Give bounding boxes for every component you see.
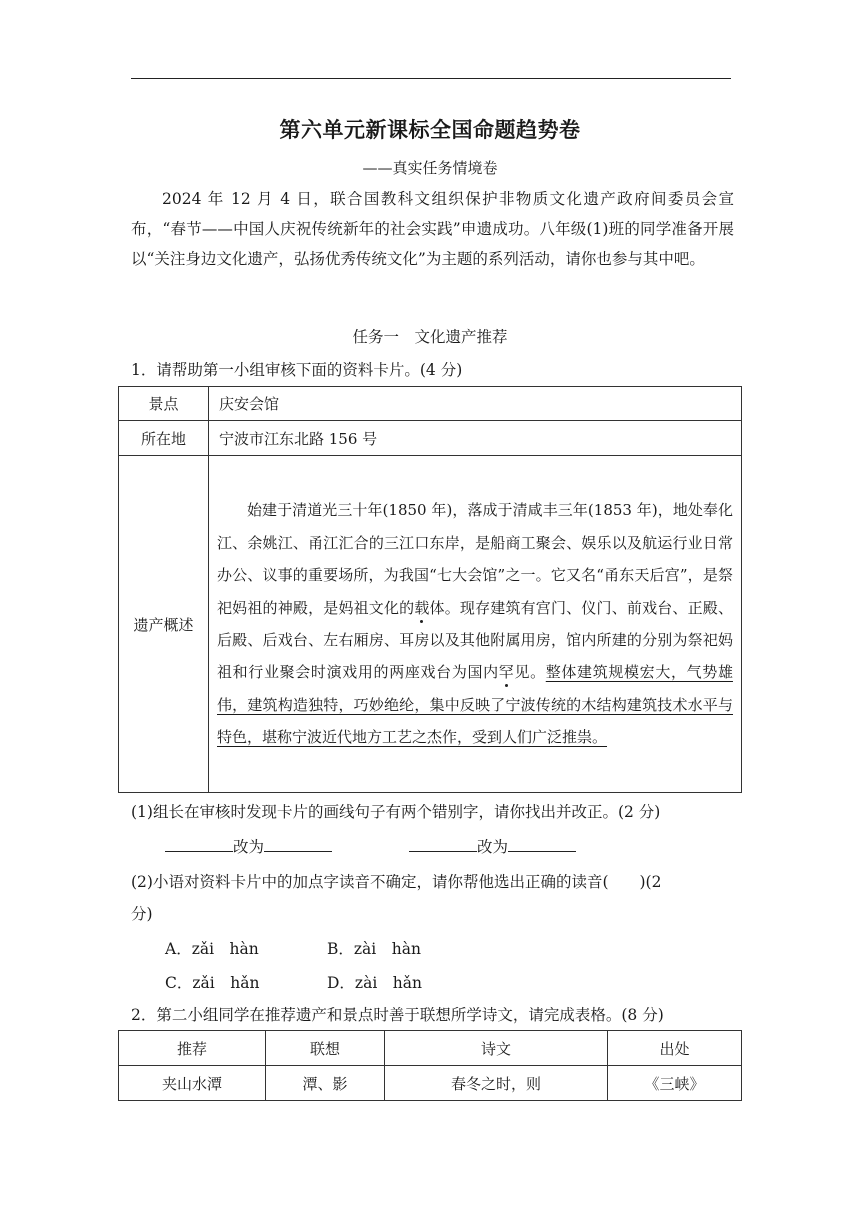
dotted-char-han: 罕 <box>498 663 515 682</box>
option-b[interactable]: B．zài hàn <box>327 940 421 958</box>
card-row-overview <box>119 456 742 793</box>
option-d[interactable]: D．zài hǎn <box>327 974 422 992</box>
header-poem: 诗文 <box>385 1031 608 1066</box>
poem-table-header-row <box>119 1031 742 1066</box>
page-subtitle: ——真实任务情境卷 <box>362 159 498 177</box>
card-label-location: 所在地 <box>119 421 209 456</box>
question-2-stem: 2．第二小组同学在推荐遗产和景点时善于联想所学诗文，请完成表格。(8 分) <box>131 1006 664 1024</box>
overview-text <box>217 494 733 753</box>
cell-recommend: 夹山水潭 <box>119 1066 266 1101</box>
change-to-label: 改为 <box>477 838 509 856</box>
cell-source: 《三峡》 <box>608 1066 742 1101</box>
top-rule <box>131 78 731 79</box>
card-row-location <box>119 421 742 456</box>
card-label-overview: 遗产概述 <box>119 456 209 793</box>
dotted-char-zai: 载 <box>414 598 430 617</box>
cell-association: 潭、影 <box>266 1066 385 1101</box>
answer-line-1 <box>165 835 332 859</box>
card-row-site <box>119 387 742 421</box>
option-c[interactable]: C．zǎi hǎn <box>165 974 260 992</box>
overview-text-part-c: 见。 <box>514 663 546 682</box>
header-association: 联想 <box>266 1031 385 1066</box>
card-label-site: 景点 <box>119 387 209 421</box>
page-title: 第六单元新课标全国命题趋势卷 <box>279 118 581 142</box>
card-value-site: 庆安会馆 <box>209 387 742 421</box>
underlined-sentence: 整体建筑规模宏大，气势雄伟，建筑构造独特，巧妙绝纶，集中反映了宁波传统的木结构建筑技术水平与特色，堪称宁波近代地方工艺之杰作，受到人们广泛推祟。 <box>217 663 733 747</box>
change-to-label: 改为 <box>233 838 265 856</box>
poem-table-row <box>119 1066 742 1101</box>
answer-blank[interactable] <box>508 835 576 852</box>
header-recommend: 推荐 <box>119 1031 266 1066</box>
answer-blank[interactable] <box>165 835 233 852</box>
answer-line-2 <box>409 835 576 859</box>
question-1-sub1: (1)组长在审核时发现卡片的画线句子有两个错别字，请你找出并改正。(2 分) <box>131 803 661 821</box>
card-value-overview <box>209 456 742 793</box>
overview-text-part-a: 始建于清道光三十年(1850 年)，落成于清咸丰三年(1853 年)，地处奉化江、余姚江、甬江汇合的三江口东岸，是船商工聚会、娱乐以及航运行业日常办公、议事的重要场所，为我国“七大会馆”之一。它又名“甬东天后宫”，是祭祀妈祖的神殿，是妈祖文化的 <box>217 501 733 617</box>
question-1-sub2-line1: (2)小语对资料卡片中的加点字读音不确定，请你帮他选出正确的读音( )(2 <box>131 873 662 891</box>
question-1-stem: 1．请帮助第一小组审核下面的资料卡片。(4 分) <box>131 361 463 379</box>
option-a[interactable]: A．zǎi hàn <box>165 940 259 958</box>
task1-heading: 任务一 文化遗产推荐 <box>352 328 508 346</box>
intro-paragraph: 2024 年 12 月 4 日，联合国教科文组织保护非物质文化遗产政府间委员会宣布，“春节——中国人庆祝传统新年的社会实践”申遗成功。八年级(1)班的同学准备开展以“关注身边文化遗产，弘扬优秀传统文化”为主题的系列活动，请你也参与其中吧。 <box>131 190 734 268</box>
info-card-table <box>118 386 742 793</box>
answer-blank[interactable] <box>409 835 477 852</box>
answer-blank[interactable] <box>264 835 332 852</box>
question-1-sub2-line2: 分) <box>131 905 153 923</box>
cell-poem[interactable]: 春冬之时，则 <box>385 1066 608 1101</box>
overview-text-part-b: 体。现存建筑有宫门、仪门、前戏台、正殿、后殿、后戏台、左右厢房、耳房以及其他附属用房，馆内所建的分别为祭祀妈祖和行业聚会时演戏用的两座戏台为国内 <box>217 598 733 682</box>
card-value-location: 宁波市江东北路 156 号 <box>209 421 742 456</box>
header-source: 出处 <box>608 1031 742 1066</box>
poem-table <box>118 1030 742 1101</box>
